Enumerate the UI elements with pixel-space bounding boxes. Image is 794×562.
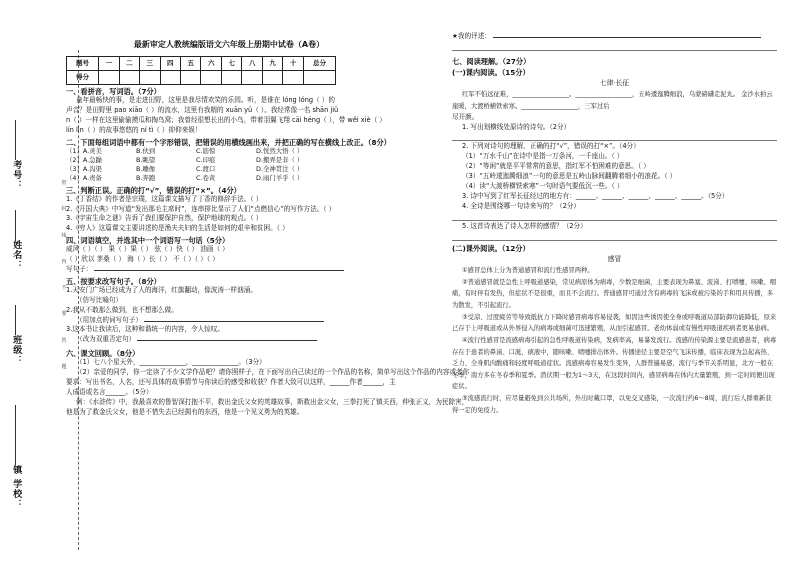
poem-text: 红军不怕远征难，__________________。__________________，五岭逶迤腾细浪，乌蒙磅礴走泥丸。 金沙水拍云崖暖，大渡桥横铁索寒。__________________，三军过后 <box>452 91 773 111</box>
option: （2）A.急躁 <box>66 155 102 164</box>
option: C.印痕 <box>196 155 216 164</box>
poem-text: 尽开颜。 <box>452 112 479 121</box>
passage-paragraph: ①感冒总体上分为普通感冒和流行性感冒两种。 <box>462 267 594 275</box>
answer-line[interactable] <box>452 133 777 141</box>
section-7-title: 七、阅读理解。（27分） <box>452 56 531 66</box>
score-input-cell[interactable] <box>119 71 139 85</box>
score-cell: 四 <box>160 57 180 71</box>
answer-line[interactable] <box>452 213 777 221</box>
score-table-header-row <box>67 57 336 71</box>
question-line: （3）“五岭逶迤腾细浪”一句的意思是五岭山脉间翻腾着细小的浪花。（ ） <box>462 172 677 181</box>
sub-b-title: (二)课外阅读。（12分） <box>452 243 530 253</box>
score-cell: 十 <box>283 57 303 71</box>
section-3-line: 2.《开国大典》中写道“发出那毛主席时”，连串排比显示了人们“点燃信心”的写作方法。（ ） <box>66 204 336 213</box>
class-label: 班级： <box>11 335 22 365</box>
section-2-title: 二、下面每组词语中都有一个字形错误，把错误的用横线画出来，并把正确的写在横线上改正。（8分） <box>66 137 391 147</box>
option: （1）A.灵美 <box>66 146 102 155</box>
score-input-cell[interactable] <box>181 71 201 85</box>
score-cell: 题号 <box>67 57 99 71</box>
section-5-line: 2.我从不敢那么做到，也不想那么做。 <box>66 305 178 314</box>
score-cell: 二 <box>119 57 139 71</box>
score-cell: 三 <box>140 57 160 71</box>
score-cell: 七 <box>221 57 241 71</box>
score-cell: 得分 <box>67 71 99 85</box>
section-1-line: n（ ）一样在这里偷偷摸瓜和掏鸟窝；我曾经很想长出的小鸟，带着羽翼飞翔 cāi héng（ ），带 wěi xiè（ ） <box>66 115 386 124</box>
option: （4）A.责备 <box>66 174 102 183</box>
section-6-line: 例：《水浒传》中，我最喜欢的鲁智深打抱不平，救出金氏父女的英雄故事，斯救出金父女，三拳打死了镇关西，伸张正义，为民除害， <box>76 397 469 406</box>
class-field <box>10 305 21 365</box>
question-line: （4）读“大渡桥横铁索寒”一句时语气要低沉一些。（ ） <box>462 182 624 190</box>
question-line: 5. 这首诗表达了诗人怎样的感情？（2分） <box>462 221 587 230</box>
answer-line[interactable] <box>452 233 777 241</box>
exam-title: 最新审定人教统编版语文六年级上册期中试卷（A卷） <box>133 40 325 49</box>
school-field <box>10 405 21 509</box>
name-field <box>10 210 21 270</box>
section-6-line: 人成语或名言______。（5分） <box>66 387 153 396</box>
section-6-line: （1）七八个星天外，______________，______________。（3分） <box>76 358 266 367</box>
seal-word: 线 <box>61 232 67 239</box>
score-cell: 九 <box>262 57 282 71</box>
score-input-cell[interactable] <box>99 71 119 85</box>
section-4-line <box>66 265 392 275</box>
answer-line[interactable] <box>94 265 344 271</box>
option: C.筋惊 <box>196 146 216 155</box>
option: B.伙到 <box>136 146 156 155</box>
question-line: 3. 诗中写到了红军长征经过的地方有：______、______、______、______、______。（5分） <box>462 191 729 200</box>
option: B.眺望 <box>136 155 156 164</box>
option: （3）A.沟渠 <box>66 165 102 174</box>
passage-title: 感冒 <box>607 254 622 263</box>
score-table <box>66 56 336 85</box>
section-1-line: lín lìn（ ）的故事悠悠的 ní tì（ ）抑仰来娱！ <box>66 125 202 134</box>
section-1-line: 声音？是田野里 pao xiāo（ ）的流水，这里有我精的 xuān yǔ（ ）。我经常像一名 shān jiǔ <box>66 105 339 114</box>
section-5-title: 五、按要求改写句子。（8分） <box>66 276 161 286</box>
option: C.卷黄 <box>196 174 216 183</box>
score-input-cell[interactable] <box>140 71 160 85</box>
answer-line[interactable] <box>144 316 324 322</box>
section-5-line: 1.天安门广场已经成为了人的海洋，红旗翻动，像波涛一样汹涌。 <box>66 285 257 294</box>
section-2-row <box>66 156 392 165</box>
school-label: 镇 学校： <box>11 465 22 510</box>
option: C.渡口 <box>196 165 216 174</box>
seal-word: 封 <box>61 206 67 213</box>
score-cell: 五 <box>181 57 201 71</box>
section-5-line <box>66 335 392 345</box>
my-review-label: ★我的评述： <box>452 32 491 40</box>
passage-paragraph: ②普通感冒就是急性上呼吸道感染，常见病原体为病毒，少数是细菌，主要表现为鼻塞、流涕、打喷嚏、咳嗽、咽痛，有时伴有发热，但症状不是很重，而且不会流行。普通感冒可通过含有病毒的飞沫或被污染的手和用具传播，多为散发，不引起流行。 <box>452 278 777 309</box>
question-line: （2）“等闲”就是平平常常的意思，指红军不怕困难的意思。（ ） <box>462 162 650 171</box>
option: D.恍然大悟（ ） <box>256 146 304 155</box>
section-4-line: 威风（ ）（ ） 果（ ）果（ ） 弦（ ）快（ ） 油画（ ） <box>66 245 229 254</box>
seal-word: 内 <box>61 258 67 265</box>
option: D.搬弄是非（ ） <box>256 155 304 164</box>
seal-word: 密 <box>61 180 67 186</box>
score-input-cell[interactable] <box>303 71 335 85</box>
section-5-line: 3.这本书让我读后，这种和谐统一的内容，令人惊叹。 <box>66 325 224 334</box>
section-4-title: 四、词语填空，并选其中一个词语写一句话（5分） <box>66 236 230 246</box>
passage-paragraph: ④流行性感冒是流感病毒引起的急性呼吸道传染病，发病率高，易暴发流行。流感的传染源主要是流感患者，病毒存在于患者的鼻涕、口涎、痰液中，随咳嗽、喷嚏排出体外。传播途径主要是空气飞沫传播，临床表现为急起高热、乏力、全身肌肉酸痛和轻度呼吸道症状。流感病毒容易发生变异，人群普遍易感，流行与季节关系明显，北方一般在冬季，南方多在冬春季和夏季。潜伏期一般为1～3天，在这段时间内，感冒病毒在体内大量繁殖，到一定时间便出现症状。 <box>452 336 777 391</box>
option: D.全神贯注（ ） <box>256 165 304 174</box>
section-1-title: 一、看拼音，写词语。（7分） <box>66 87 161 96</box>
seal-word: 不 <box>61 285 67 291</box>
question-line: （1）“万水千山”在诗中是指一万条河，一千座山。（ ） <box>462 152 624 161</box>
section-3-line: 1.《丁香结》的作者是宗璞，这篇课文描写了丁香的修辞手法。（ ） <box>66 194 263 203</box>
section-3-line: 3.《宇宙生命之谜》告诉了我们要保护自然，保护地球的观点。（ ） <box>66 214 263 223</box>
option: B.奔跑 <box>136 174 156 183</box>
answer-line[interactable] <box>493 32 761 38</box>
option: D.雨门羊乎（ ） <box>256 174 304 183</box>
section-1-line: 童年最畅快的事，是走进田野，这里是我尽情欢笑的乐园。听，是谁在 lóng lóng（ ）的 <box>76 96 335 104</box>
section-3-line: 4.《穷人》这篇课文主要讲述的是渔夫夫妇的生活是如何的艰辛和贫困。（ ） <box>66 224 289 233</box>
section-5-line: （仿写比喻句） <box>76 295 123 304</box>
section-4-line: （ ）欣以 茅桑（ ） 海（ ）长（ ） 不（ ）（ ）（ ） <box>66 255 219 264</box>
section-6-line: （2）亲爱的同学，你一定读了不少文学作品吧？请你照样子，在下面写出自己读过的一个作品的名称，简单写出这个作品的内容或者你 <box>76 368 470 377</box>
passage-paragraph: ③受凉、过度疲劳等导致抵抗力下降时感冒病毒容易侵袭，如因这些诱因使全身或呼吸道局部防御功能降低，原来已存于上呼吸道或从外界侵入的病毒或细菌可迅速繁殖，从而引起感冒。老幼体弱或有慢性呼吸道疾病者更易患病。 <box>452 313 777 333</box>
section-2-row <box>66 165 392 174</box>
section-3-title: 三、判断正误。正确的打“√”，错误的打“×”。（4分） <box>66 185 241 195</box>
section-2-row <box>66 147 392 156</box>
seal-word: 答 <box>61 337 67 344</box>
section-6-line: 要求：写出书名，人名，还写具体的故事情节与你读后的感受和收获？作者大致可以这样，______作者______，主 <box>66 378 396 387</box>
question-line: 1. 写出划横线处原诗的诗句。（2分） <box>462 122 571 131</box>
my-review-line <box>452 32 777 42</box>
poem-title: 七律·长征 <box>599 78 630 87</box>
score-input-cell[interactable] <box>283 71 303 85</box>
seal-word: 题 <box>61 363 67 370</box>
exam-no-label: 考号： <box>11 160 22 190</box>
name-label: 姓名： <box>11 240 22 270</box>
instruction: （用加点的词写句子） <box>76 315 142 324</box>
question-line: 4. 全诗是围绕哪一句诗来写的？（2分） <box>462 201 581 210</box>
answer-line[interactable] <box>137 335 317 341</box>
seal-word: 要 <box>61 311 67 318</box>
question-line: 2. 下列对诗句的理解，正确的打“√”，错误的打“×”。（4分） <box>462 142 640 151</box>
write-sentence-label: 写句子： <box>66 265 93 274</box>
passage-paragraph: ⑤流感流行时，应尽量避免到公共场所，外出时戴口罩，以免交叉感染，一次流行约6～8周，流行后人群重新获得一定的免疫力。 <box>452 395 772 414</box>
section-6-line: 他是为了救金氏父女，他是不惜失去已经拥有的东西，他是一个见义勇为的英雄。 <box>66 407 304 416</box>
score-cell: 六 <box>201 57 221 71</box>
instruction: （改为双重否定句） <box>76 335 136 344</box>
score-input-cell[interactable] <box>201 71 221 85</box>
score-cell: 总分 <box>303 57 335 71</box>
score-table-score-row <box>67 71 336 85</box>
score-input-cell[interactable] <box>242 71 262 85</box>
section-6-title: 六、课文回顾。（8分） <box>66 349 140 359</box>
exam-no-field <box>10 120 21 190</box>
sub-a-title: (一)课内阅读。（15分） <box>452 67 530 77</box>
score-cell: 一 <box>99 57 119 71</box>
score-input-cell[interactable] <box>160 71 180 85</box>
score-cell: 八 <box>242 57 262 71</box>
answer-line[interactable] <box>452 43 777 51</box>
section-5-line <box>66 316 392 326</box>
score-input-cell[interactable] <box>262 71 282 85</box>
right-column <box>452 32 777 557</box>
section-2-row <box>66 174 392 183</box>
score-input-cell[interactable] <box>221 71 241 85</box>
option: B.雕像 <box>136 165 156 174</box>
